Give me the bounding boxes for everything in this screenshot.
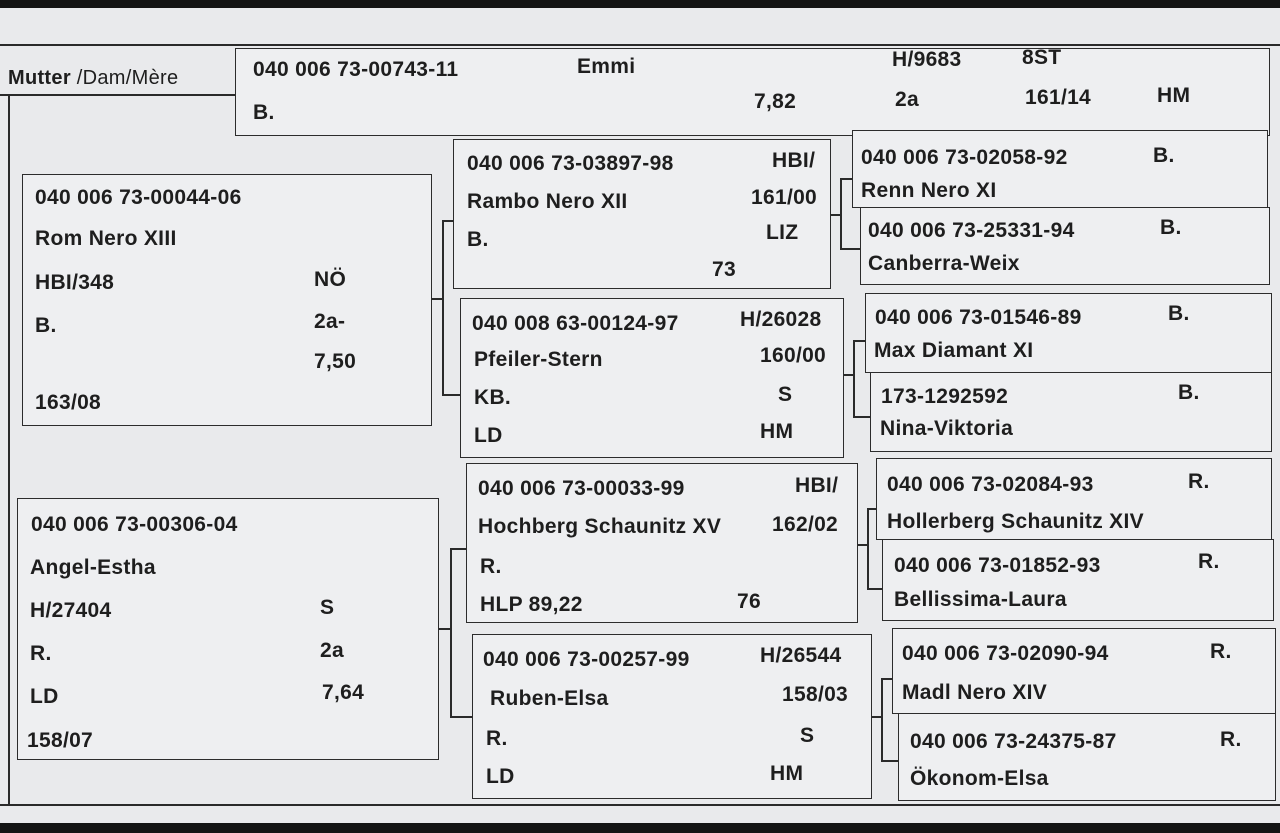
dam-grade: 2a	[895, 88, 919, 111]
ggp-color: B.	[1160, 216, 1182, 239]
dam-class: 8ST	[1022, 46, 1062, 69]
gp2-name: Pfeiler-Stern	[474, 348, 603, 371]
ggp-reg: 040 006 73-01546-89	[875, 306, 1082, 329]
parent2-herdbook: H/27404	[30, 599, 112, 622]
connector	[840, 178, 842, 250]
gp4-extra: LD	[486, 765, 515, 788]
gp3-color: R.	[480, 555, 502, 578]
parent1-score: 7,50	[314, 350, 357, 373]
gp1-mark: LIZ	[766, 221, 799, 244]
parent2-score: 7,64	[322, 681, 365, 704]
dam-herdbook: H/9683	[892, 48, 962, 71]
parent1-reg: 040 006 73-00044-06	[35, 186, 242, 209]
dam-label	[8, 66, 178, 90]
parent1-color: B.	[35, 314, 57, 337]
connector	[442, 394, 462, 396]
gp2-mark2: HM	[760, 420, 794, 443]
gp3-num: 76	[737, 590, 761, 613]
gp2-extra: LD	[474, 424, 503, 447]
ggp-name: Bellissima-Laura	[894, 588, 1067, 611]
ggp-color: B.	[1153, 144, 1175, 167]
dam-name: Emmi	[577, 55, 636, 78]
ggp-reg: 040 006 73-25331-94	[868, 219, 1075, 242]
gp3-extra: HLP 89,22	[480, 593, 583, 616]
gp1-herdbook: HBI/	[772, 149, 816, 172]
dam-reg: 040 006 73-00743-11	[253, 58, 459, 81]
parent1-box	[22, 174, 432, 426]
ggp-name: Ökonom-Elsa	[910, 767, 1049, 790]
bottom-rule	[0, 804, 1280, 806]
ggp-name: Madl Nero XIV	[902, 681, 1048, 704]
dam-measure: 161/14	[1025, 86, 1092, 109]
gp2-measure: 160/00	[760, 344, 827, 367]
gp3-name: Hochberg Schaunitz XV	[478, 515, 722, 538]
connector	[840, 248, 860, 250]
gp3-reg: 040 006 73-00033-99	[478, 477, 685, 500]
ggp-reg: 040 006 73-02084-93	[887, 473, 1094, 496]
ggp-reg: 173-1292592	[881, 385, 1009, 408]
gp1-measure: 161/00	[751, 186, 818, 209]
ggp-color: R.	[1198, 550, 1220, 573]
gp1-color: B.	[467, 228, 489, 251]
parent2-box	[17, 498, 439, 760]
ggp-name: Nina-Viktoria	[880, 417, 1014, 440]
ggp-reg: 040 006 73-02058-92	[861, 146, 1068, 169]
gp1-num: 73	[712, 258, 736, 281]
ggp-name: Renn Nero XI	[861, 179, 997, 202]
ggp-color: R.	[1210, 640, 1232, 663]
parent2-color: R.	[30, 642, 52, 665]
connector	[450, 548, 452, 718]
ggp-color: R.	[1188, 470, 1210, 493]
dam-label-rest: /Dam/Mère	[70, 67, 179, 89]
connector	[881, 678, 883, 762]
ggp-color: R.	[1220, 728, 1242, 751]
gp3-herdbook: HBI/	[795, 474, 839, 497]
gp2-color: KB.	[474, 386, 512, 409]
connector	[853, 340, 855, 418]
gp1-name: Rambo Nero XII	[467, 190, 628, 213]
ggp-name: Max Diamant XI	[874, 339, 1034, 362]
ggp-name: Hollerberg Schaunitz XIV	[887, 510, 1144, 533]
gp1-reg: 040 006 73-03897-98	[467, 152, 674, 175]
parent1-region: NÖ	[314, 268, 347, 291]
parent2-reg: 040 006 73-00306-04	[31, 513, 238, 536]
parent2-grade: 2a	[320, 639, 344, 662]
gp4-mark: S	[800, 724, 815, 747]
parent1-measure: 163/08	[35, 391, 102, 414]
parent2-measure: 158/07	[27, 729, 94, 752]
ggp-color: B.	[1178, 381, 1200, 404]
label-underline	[0, 94, 236, 96]
dam-mark: HM	[1157, 84, 1191, 107]
gp2-reg: 040 008 63-00124-97	[472, 312, 679, 335]
ggp-color: B.	[1168, 302, 1190, 325]
gp4-reg: 040 006 73-00257-99	[483, 648, 690, 671]
parent2-mark: S	[320, 596, 335, 619]
gp4-name: Ruben-Elsa	[490, 687, 609, 710]
gp4-mark2: HM	[770, 762, 804, 785]
left-rule	[8, 96, 10, 806]
top-rule	[0, 44, 1280, 46]
ggp-name: Canberra-Weix	[868, 252, 1020, 275]
gp3-measure: 162/02	[772, 513, 839, 536]
dam-color: B.	[253, 101, 275, 124]
parent2-extra: LD	[30, 685, 59, 708]
parent1-grade: 2a-	[314, 310, 346, 333]
dam-label-bold: Mutter	[8, 67, 71, 89]
parent2-name: Angel-Estha	[30, 556, 156, 579]
connector	[867, 508, 869, 590]
parent1-name: Rom Nero XIII	[35, 227, 177, 250]
gp4-measure: 158/03	[782, 683, 849, 706]
dam-score: 7,82	[754, 90, 797, 113]
ggp-reg: 040 006 73-24375-87	[910, 730, 1117, 753]
ggp-reg: 040 006 73-02090-94	[902, 642, 1109, 665]
gp4-color: R.	[486, 727, 508, 750]
gp4-herdbook: H/26544	[760, 644, 842, 667]
connector	[442, 220, 444, 396]
parent1-herdbook: HBI/348	[35, 271, 115, 294]
gp2-herdbook: H/26028	[740, 308, 822, 331]
pedigree-sheet	[0, 8, 1280, 823]
gp2-mark: S	[778, 383, 793, 406]
connector	[450, 716, 474, 718]
ggp-reg: 040 006 73-01852-93	[894, 554, 1101, 577]
